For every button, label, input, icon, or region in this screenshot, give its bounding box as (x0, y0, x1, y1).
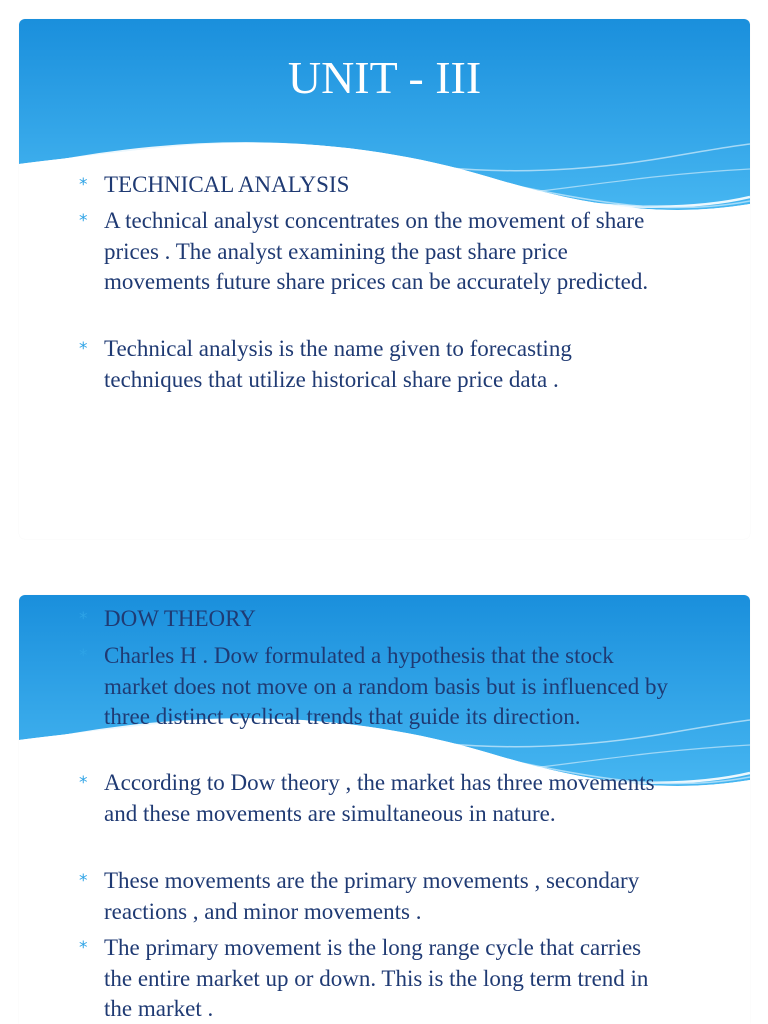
slide-dow-theory (19, 595, 750, 1024)
bullet-text: Charles H . Dow formulated a hypothesis that the stock market does not move on a random basis but is influenced by three distinct cyclical trends that guide its direction. (104, 643, 669, 729)
bullet-text: DOW THEORY (104, 606, 256, 631)
bullet-text: These movements are the primary movements , secondary reactions , and minor movements . (104, 868, 640, 924)
list-item (79, 768, 669, 829)
bullet-asterisk-icon: * (79, 871, 88, 891)
bullet-text: TECHNICAL ANALYSIS (104, 172, 350, 197)
page-title: UNIT - III (287, 52, 482, 103)
bullet-text: Technical analysis is the name given to forecasting techniques that utilize historical share price data . (104, 336, 572, 392)
slide-unit-iii (19, 19, 750, 539)
bullet-asterisk-icon: * (79, 646, 88, 666)
list-item (79, 641, 669, 733)
bullet-asterisk-icon: * (79, 938, 88, 958)
bullet-asterisk-icon: * (79, 175, 88, 195)
list-item (79, 866, 669, 927)
bullet-asterisk-icon: * (79, 211, 88, 231)
list-item (79, 206, 669, 298)
list-item (79, 933, 669, 1024)
bullet-text: The primary movement is the long range cycle that carries the entire market up or down. This is the long term trend in the market . (104, 935, 649, 1021)
bullet-asterisk-icon: * (79, 339, 88, 359)
bullet-text: According to Dow theory , the market has three movements and these movements are simultaneous in nature. (104, 770, 655, 826)
bullet-asterisk-icon: * (79, 609, 88, 629)
list-item (79, 604, 669, 635)
list-item (79, 170, 669, 201)
bullet-text: A technical analyst concentrates on the movement of share prices . The analyst examining the past share price movements future share prices can be accurately predicted. (104, 208, 649, 294)
bullet-asterisk-icon: * (79, 773, 88, 793)
list-item (79, 334, 669, 395)
